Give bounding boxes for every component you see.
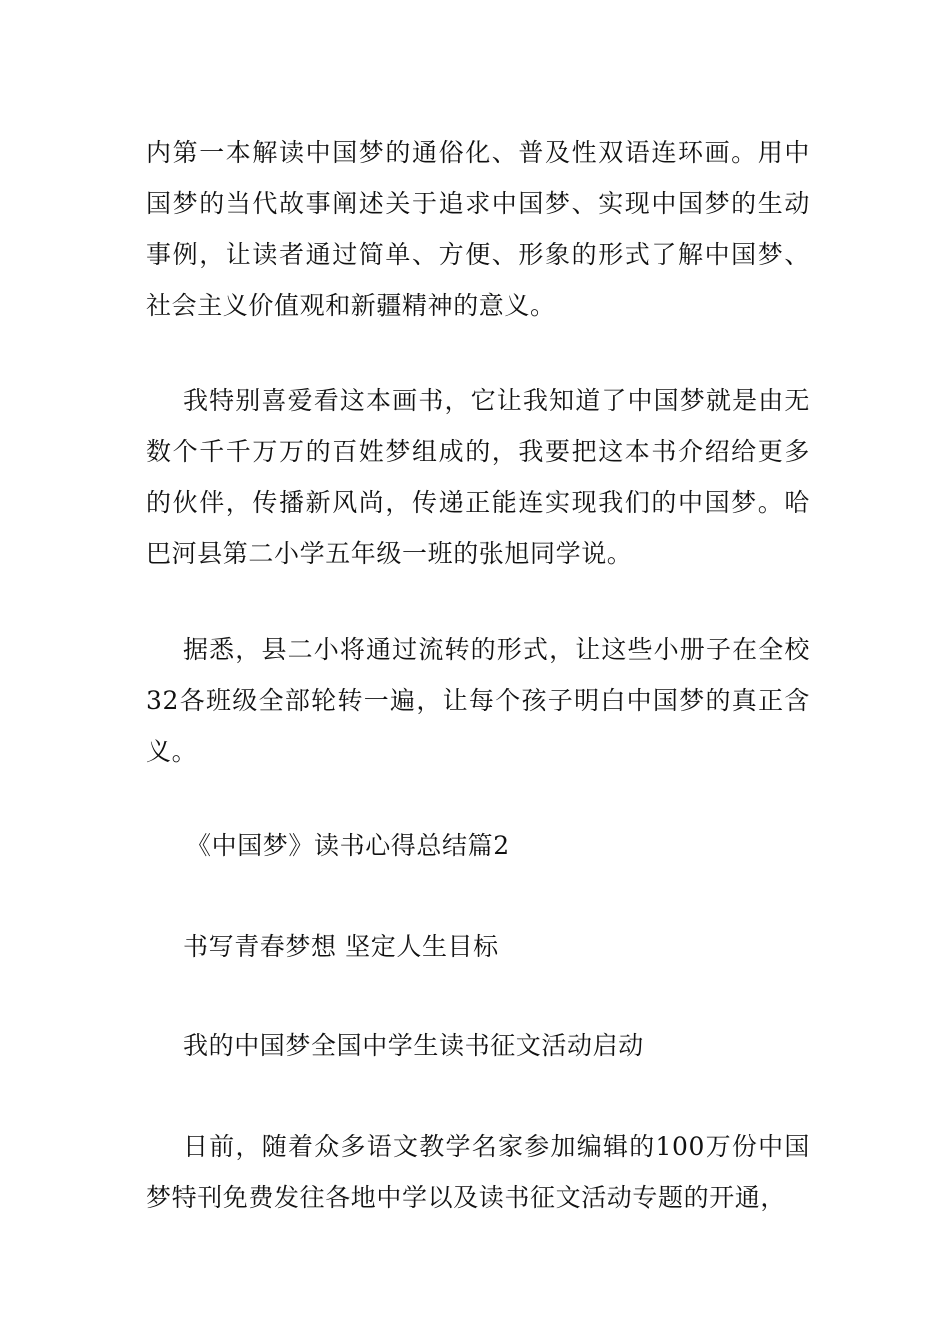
headline: 我的中国梦全国中学生读书征文活动启动	[183, 1031, 644, 1060]
paragraph-1: 内第一本解读中国梦的通俗化、普及性双语连环画。用中国梦的当代故事阐述关于追求中国梦、实现中国梦的生动事例，让读者通过简单、方便、形象的形式了解中国梦、社会主义价值观和新疆精神的意义。	[146, 138, 810, 320]
paragraph-3: 据悉，县二小将通过流转的形式，让这些小册子在全校32各班级全部轮转一遍，让每个孩子明白中国梦的真正含义。	[146, 635, 810, 766]
subtitle: 书写青春梦想 坚定人生目标	[183, 932, 499, 961]
section-title: 《中国梦》读书心得总结篇2	[186, 831, 510, 860]
paragraph-4: 日前，随着众多语文教学名家参加编辑的100万份中国梦特刊免费发往各地中学以及读书征文活动专题的开通，	[146, 1132, 810, 1212]
paragraph-2: 我特别喜爱看这本画书，它让我知道了中国梦就是由无数个千千万万的百姓梦组成的，我要把这本书介绍给更多的伙伴，传播新风尚，传递正能连实现我们的中国梦。哈巴河县第二小学五年级一班的张旭同学说。	[146, 386, 810, 568]
